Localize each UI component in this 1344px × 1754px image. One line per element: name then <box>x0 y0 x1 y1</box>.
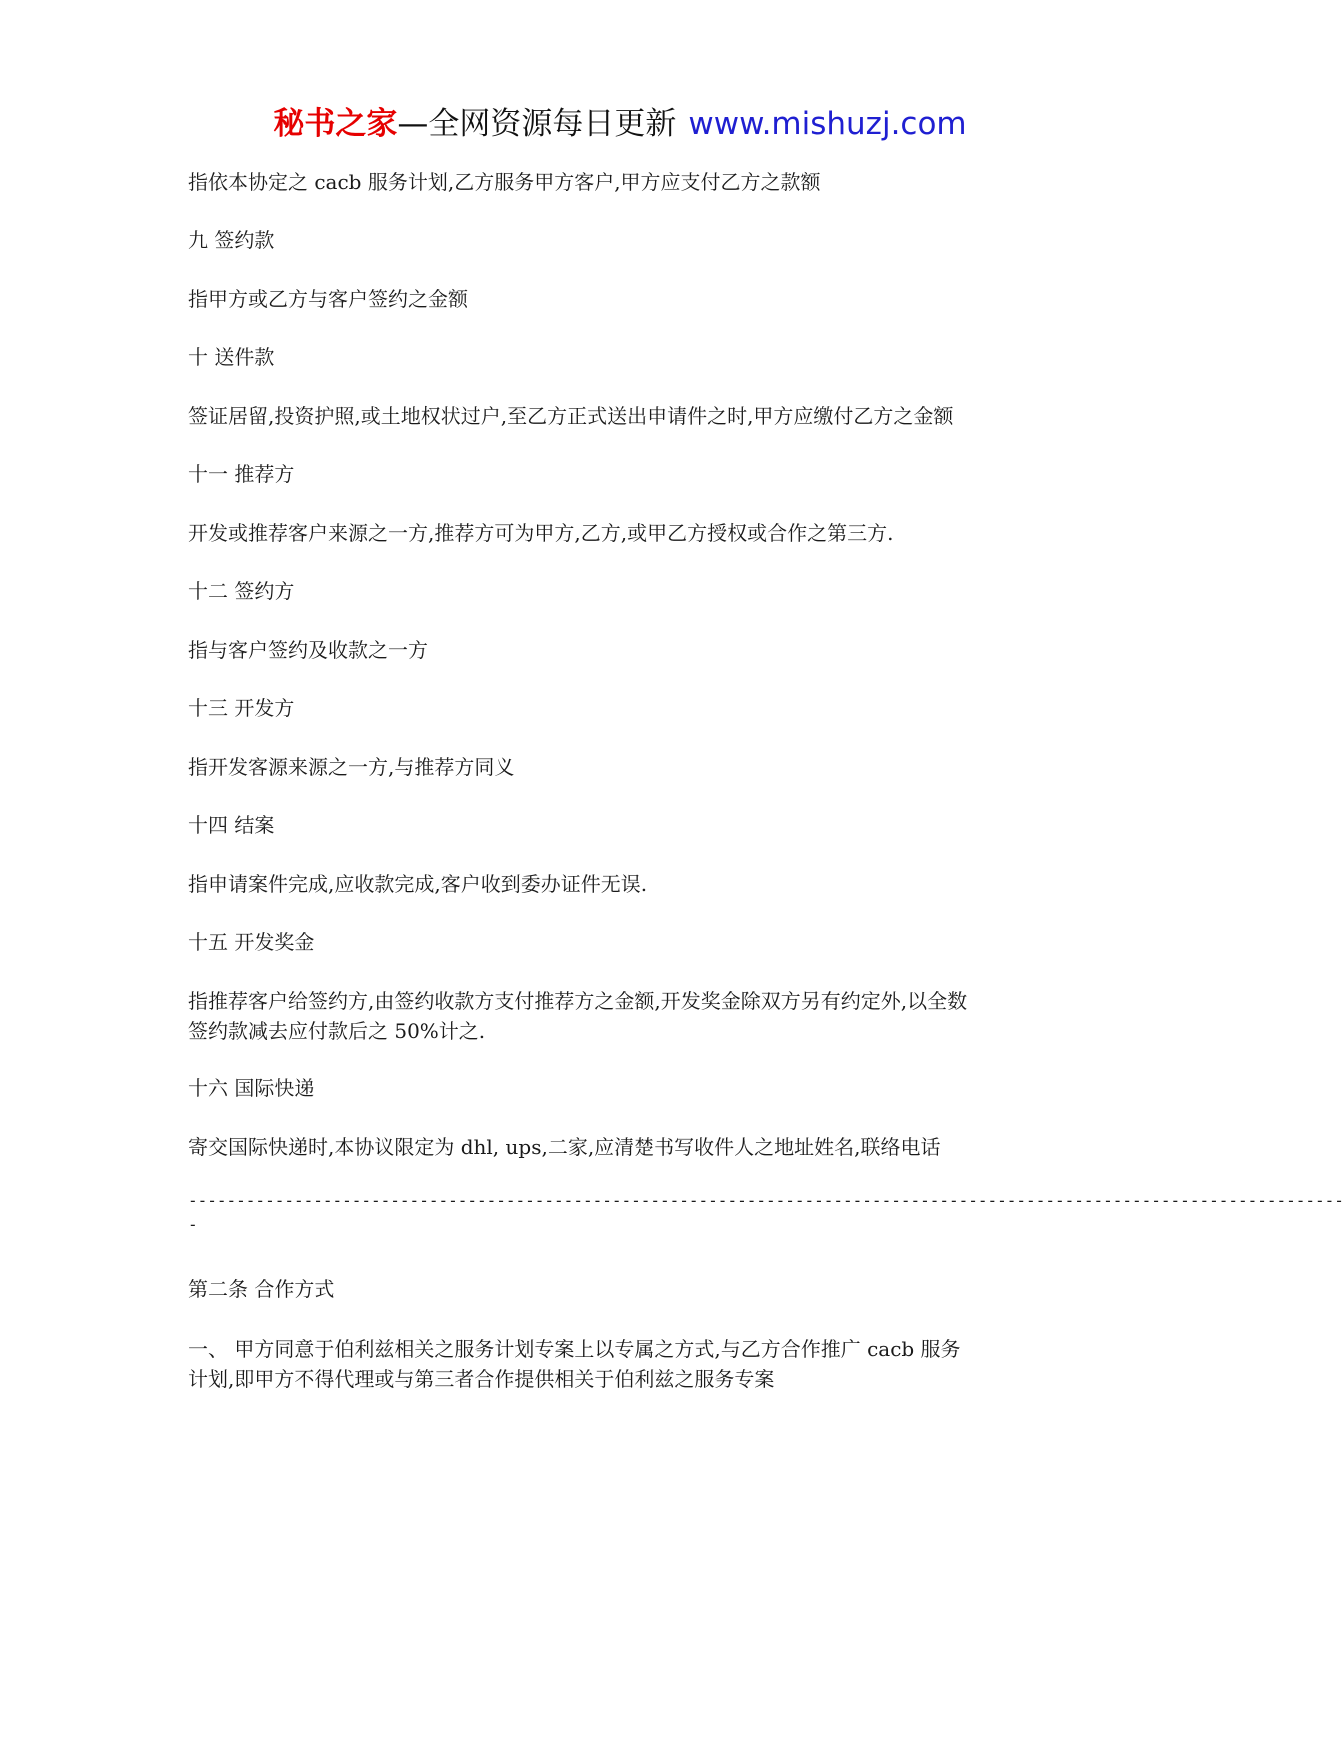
section-heading-12: 十二 签约方 <box>188 579 295 603</box>
section-heading-11: 十一 推荐方 <box>188 462 295 486</box>
paragraph-signing-party: 指与客户签约及收款之一方 <box>188 638 428 662</box>
separator-line-tail: - <box>188 1215 198 1234</box>
paragraph-referrer: 开发或推荐客户来源之一方,推荐方可为甲方,乙方,或甲乙方授权或合作之第三方. <box>188 521 894 545</box>
paragraph-case-closure: 指申请案件完成,应收款完成,客户收到委办证件无误. <box>188 872 648 896</box>
paragraph-developer: 指开发客源来源之一方,与推荐方同义 <box>188 755 515 779</box>
section-heading-9: 九 签约款 <box>188 228 275 252</box>
paragraph-submission-fee: 签证居留,投资护照,或土地权状过户,至乙方正式送出申请件之时,甲方应缴付乙方之金额 <box>188 404 954 428</box>
section-heading-14: 十四 结案 <box>188 813 275 837</box>
header-slogan: —全网资源每日更新 <box>397 106 677 142</box>
paragraph-bonus-line1: 指推荐客户给签约方,由签约收款方支付推荐方之金额,开发奖金除双方另有约定外,以全数 <box>188 989 968 1013</box>
paragraph-fee-definition: 指依本协定之 cacb 服务计划,乙方服务甲方客户,甲方应支付乙方之款额 <box>188 170 821 194</box>
section-heading-16: 十六 国际快递 <box>188 1076 315 1100</box>
section-heading-13: 十三 开发方 <box>188 696 295 720</box>
paragraph-express: 寄交国际快递时,本协议限定为 dhl, ups,二家,应清楚书写收件人之地址姓名,联络电话 <box>188 1135 941 1159</box>
section-heading-15: 十五 开发奖金 <box>188 930 315 954</box>
paragraph-signing-fee: 指甲方或乙方与客户签约之金额 <box>188 287 468 311</box>
article-2-paragraph-line2: 计划,即甲方不得代理或与第三者合作提供相关于伯利兹之服务专案 <box>188 1367 775 1391</box>
paragraph-bonus-line2: 签约款减去应付款后之 50%计之. <box>188 1019 486 1043</box>
page-header <box>0 100 1240 148</box>
article-2-title: 第二条 合作方式 <box>188 1277 335 1301</box>
header-url[interactable]: www.mishuzj.com <box>688 106 967 142</box>
section-heading-10: 十 送件款 <box>188 345 275 369</box>
article-2-paragraph-line1: 一、 甲方同意于伯利兹相关之服务计划专案上以专属之方式,与乙方合作推广 cacb 服务 <box>188 1337 961 1361</box>
separator-line: ------------------------------------------------------------------------------------------------------------------------ <box>188 1191 1344 1210</box>
header-brand: 秘书之家 <box>273 106 398 142</box>
